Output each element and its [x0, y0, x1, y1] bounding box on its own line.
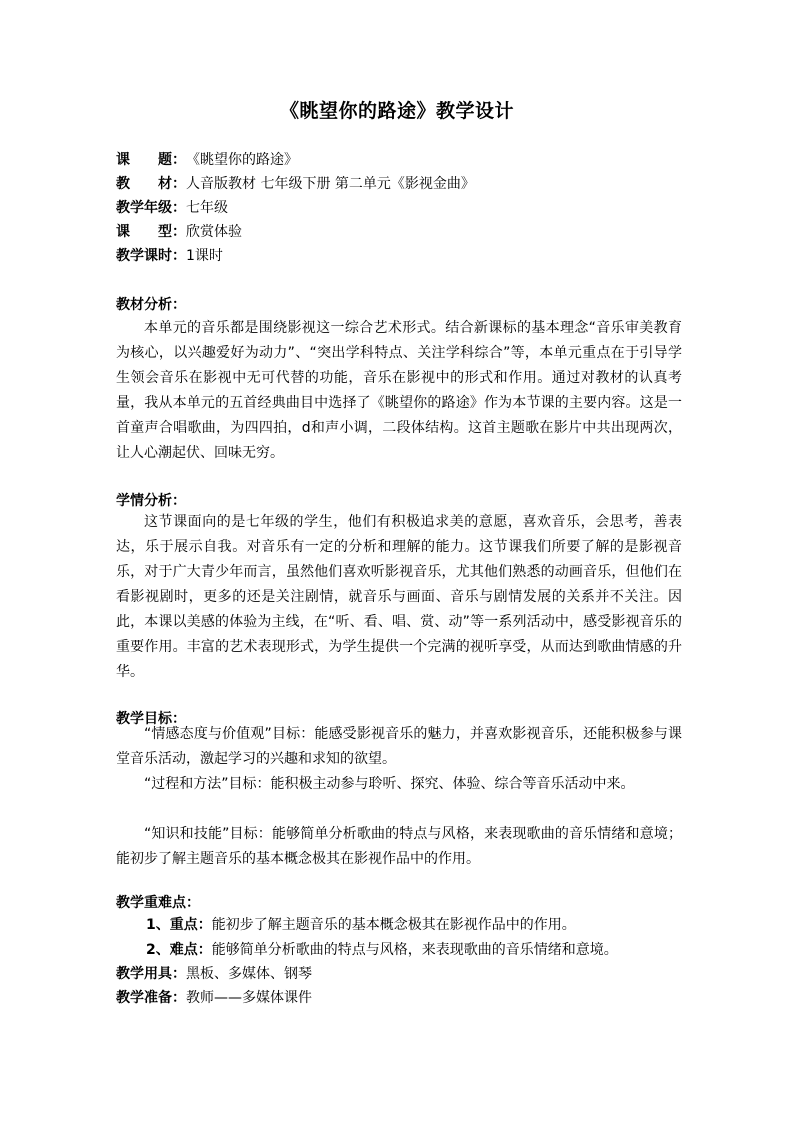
- meta-label: 教 材：: [116, 176, 186, 192]
- section-heading-key-points: 教学重难点：: [116, 895, 200, 911]
- prep-value: 教师——多媒体课件: [186, 990, 312, 1006]
- meta-grade: [116, 196, 696, 220]
- analysis-paragraph: 本单元的音乐都是围绕影视这一综合艺术形式。结合新课标的基本理念“音乐审美教育为核心，以兴趣爱好为动力”、“突出学科特点、关注学科综合”等，本单元重点在于引导学生领会音乐在影视中无可代替的功能，音乐在影视中的形式和作用。通过对教材的认真考量，我从本单元的五首经典曲目中选择了《眺望你的路途》作为本节课的主要内容。这是一首童声合唱歌曲，为四四拍，d和声小调，二段体结构。这首主题歌在影片中共出现两次，让人心潮起伏、回味无穷。: [116, 320, 682, 461]
- meta-type: [116, 220, 696, 244]
- meta-label: 课 题：: [116, 152, 186, 168]
- meta-value: 人音版教材 七年级下册 第二单元《影视金曲》: [186, 176, 475, 192]
- tools-value: 黑板、多媒体、钢琴: [186, 966, 312, 982]
- meta-label: 教学年级：: [116, 200, 186, 216]
- teaching-prep: [116, 986, 696, 1010]
- meta-value: 七年级: [186, 200, 228, 216]
- meta-textbook: [116, 172, 696, 196]
- meta-value: 欣赏体验: [186, 224, 242, 240]
- key-point-label: 2、难点：: [146, 942, 212, 958]
- meta-value: 1课时: [186, 248, 223, 264]
- meta-label: 课 型：: [116, 224, 186, 240]
- teaching-tools: [116, 962, 696, 986]
- tools-label: 教学用具：: [116, 966, 186, 982]
- meta-label: 教学课时：: [116, 248, 186, 264]
- goal-item: “知识和技能”目标：能够简单分析歌曲的特点与风格，来表现歌曲的音乐情绪和意境；能初步了解主题音乐的基本概念极其在影视作品中的作用。: [116, 826, 682, 867]
- students-paragraph: 这节课面向的是七年级的学生，他们有积极追求美的意愿，喜欢音乐，会思考，善表达，乐于展示自我。对音乐有一定的分析和理解的能力。这节课我们所要了解的是影视音乐，对于广大青少年而言，虽然他们喜欢听影视音乐，尤其他们熟悉的动画音乐，但他们在看影视剧时，更多的还是关注剧情，就音乐与画面、音乐与剧情发展的关系并不关注。因此，本课以美感的体验为主线，在“听、看、唱、赏、动”等一系列活动中，感受影视音乐的重要作用。丰富的艺术表现形式，为学生提供一个完满的视听享受，从而达到歌曲情感的升华。: [116, 514, 682, 680]
- key-point-item: [116, 938, 726, 962]
- section-heading-analysis: 教材分析：: [116, 297, 186, 313]
- document-title: 《眺望你的路途》教学设计: [279, 100, 514, 122]
- meta-topic: [116, 148, 696, 172]
- key-point-value: 能够简单分析歌曲的特点与风格，来表现歌曲的音乐情绪和意境。: [211, 942, 618, 958]
- section-heading-students: 学情分析：: [116, 493, 186, 509]
- goal-item: “情感态度与价值观”目标：能感受影视音乐的魅力，并喜欢影视音乐，还能积极参与课堂音乐活动，激起学习的兴趣和求知的欲望。: [116, 726, 682, 767]
- goal-item: “过程和方法”目标：能积极主动参与聆听、探究、体验、综合等音乐活动中来。: [144, 776, 635, 792]
- key-point-value: 能初步了解主题音乐的基本概念极其在影视作品中的作用。: [211, 917, 576, 933]
- key-point-label: 1、重点：: [146, 917, 212, 933]
- prep-label: 教学准备：: [116, 990, 186, 1006]
- section-heading-goals: 教学目标：: [116, 711, 186, 727]
- meta-value: 《眺望你的路途》: [186, 152, 298, 168]
- meta-hours: [116, 244, 696, 268]
- key-point-item: [116, 913, 726, 937]
